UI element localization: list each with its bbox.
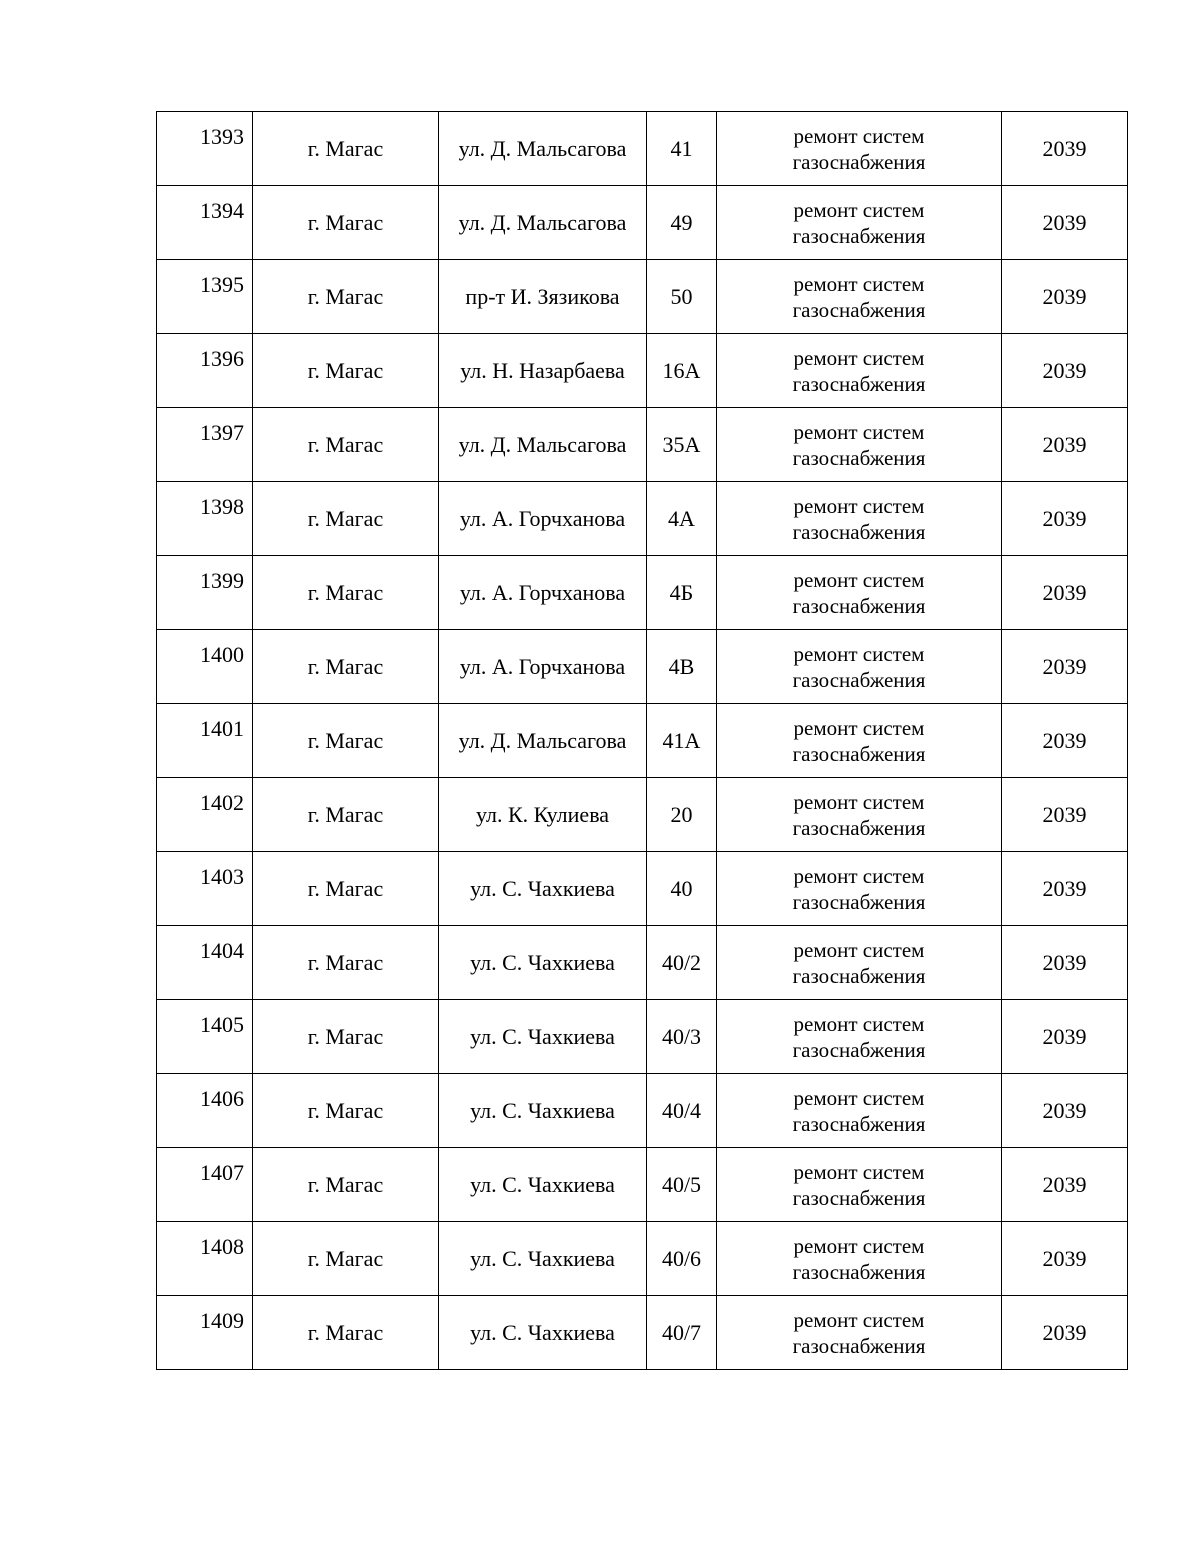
work-type-cell bbox=[717, 1296, 1002, 1370]
table-row bbox=[157, 1148, 1128, 1222]
year-cell: 2039 bbox=[1002, 1074, 1128, 1148]
year-cell: 2039 bbox=[1002, 1148, 1128, 1222]
city-cell: г. Магас bbox=[253, 482, 439, 556]
year-cell: 2039 bbox=[1002, 852, 1128, 926]
table-row bbox=[157, 1000, 1128, 1074]
work-type-line: ремонт систем bbox=[793, 197, 925, 222]
city-cell: г. Магас bbox=[253, 1000, 439, 1074]
work-type-cell bbox=[717, 112, 1002, 186]
table-row bbox=[157, 630, 1128, 704]
table-row bbox=[157, 1296, 1128, 1370]
work-type-line: ремонт систем bbox=[793, 345, 925, 370]
work-type-cell bbox=[717, 556, 1002, 630]
street-cell: ул. С. Чахкиева bbox=[439, 1148, 647, 1222]
address-table-body bbox=[157, 112, 1128, 1370]
work-type-line: газоснабжения bbox=[792, 963, 926, 988]
work-type-line: ремонт систем bbox=[793, 1307, 925, 1332]
work-type-line: ремонт систем bbox=[793, 1159, 925, 1184]
row-number: 1408 bbox=[157, 1222, 253, 1296]
house-cell: 40/4 bbox=[647, 1074, 717, 1148]
work-type-line: газоснабжения bbox=[792, 667, 926, 692]
work-type-cell bbox=[717, 852, 1002, 926]
year-cell: 2039 bbox=[1002, 482, 1128, 556]
house-cell: 40/5 bbox=[647, 1148, 717, 1222]
street-cell: ул. С. Чахкиева bbox=[439, 1074, 647, 1148]
house-cell: 50 bbox=[647, 260, 717, 334]
city-cell: г. Магас bbox=[253, 408, 439, 482]
house-cell: 20 bbox=[647, 778, 717, 852]
street-cell: ул. С. Чахкиева bbox=[439, 852, 647, 926]
work-type-cell bbox=[717, 1222, 1002, 1296]
street-cell: ул. С. Чахкиева bbox=[439, 1222, 647, 1296]
work-type-line: ремонт систем bbox=[793, 863, 925, 888]
work-type-line: ремонт систем bbox=[793, 493, 925, 518]
work-type-line: газоснабжения bbox=[792, 1259, 926, 1284]
work-type-line: газоснабжения bbox=[792, 593, 926, 618]
house-cell: 4Б bbox=[647, 556, 717, 630]
table-row bbox=[157, 1074, 1128, 1148]
work-type-line: газоснабжения bbox=[792, 741, 926, 766]
city-cell: г. Магас bbox=[253, 852, 439, 926]
city-cell: г. Магас bbox=[253, 926, 439, 1000]
year-cell: 2039 bbox=[1002, 926, 1128, 1000]
street-cell: ул. С. Чахкиева bbox=[439, 1000, 647, 1074]
city-cell: г. Магас bbox=[253, 186, 439, 260]
year-cell: 2039 bbox=[1002, 778, 1128, 852]
house-cell: 40/7 bbox=[647, 1296, 717, 1370]
street-cell: ул. А. Горчханова bbox=[439, 630, 647, 704]
work-type-line: газоснабжения bbox=[792, 889, 926, 914]
row-number: 1401 bbox=[157, 704, 253, 778]
work-type-cell bbox=[717, 482, 1002, 556]
row-number: 1403 bbox=[157, 852, 253, 926]
work-type-cell bbox=[717, 1074, 1002, 1148]
work-type-line: газоснабжения bbox=[792, 1185, 926, 1210]
city-cell: г. Магас bbox=[253, 334, 439, 408]
row-number: 1394 bbox=[157, 186, 253, 260]
house-cell: 4А bbox=[647, 482, 717, 556]
work-type-line: газоснабжения bbox=[792, 297, 926, 322]
house-cell: 40/6 bbox=[647, 1222, 717, 1296]
work-type-line: газоснабжения bbox=[792, 1111, 926, 1136]
address-table bbox=[156, 111, 1128, 1370]
work-type-line: ремонт систем bbox=[793, 123, 925, 148]
work-type-line: газоснабжения bbox=[792, 223, 926, 248]
house-cell: 16А bbox=[647, 334, 717, 408]
table-row bbox=[157, 186, 1128, 260]
street-cell: ул. Д. Мальсагова bbox=[439, 704, 647, 778]
house-cell: 49 bbox=[647, 186, 717, 260]
work-type-cell bbox=[717, 1148, 1002, 1222]
table-row bbox=[157, 852, 1128, 926]
table-row bbox=[157, 778, 1128, 852]
street-cell: ул. А. Горчханова bbox=[439, 482, 647, 556]
work-type-line: газоснабжения bbox=[792, 445, 926, 470]
work-type-line: ремонт систем bbox=[793, 937, 925, 962]
year-cell: 2039 bbox=[1002, 186, 1128, 260]
work-type-cell bbox=[717, 926, 1002, 1000]
work-type-cell bbox=[717, 704, 1002, 778]
work-type-line: ремонт систем bbox=[793, 641, 925, 666]
year-cell: 2039 bbox=[1002, 112, 1128, 186]
work-type-line: газоснабжения bbox=[792, 1333, 926, 1358]
house-cell: 41А bbox=[647, 704, 717, 778]
work-type-cell bbox=[717, 334, 1002, 408]
row-number: 1404 bbox=[157, 926, 253, 1000]
city-cell: г. Магас bbox=[253, 1074, 439, 1148]
row-number: 1399 bbox=[157, 556, 253, 630]
street-cell: ул. С. Чахкиева bbox=[439, 926, 647, 1000]
row-number: 1405 bbox=[157, 1000, 253, 1074]
street-cell: ул. Д. Мальсагова bbox=[439, 186, 647, 260]
table-row bbox=[157, 112, 1128, 186]
row-number: 1406 bbox=[157, 1074, 253, 1148]
year-cell: 2039 bbox=[1002, 260, 1128, 334]
city-cell: г. Магас bbox=[253, 778, 439, 852]
city-cell: г. Магас bbox=[253, 1296, 439, 1370]
work-type-line: ремонт систем bbox=[793, 419, 925, 444]
work-type-line: газоснабжения bbox=[792, 519, 926, 544]
work-type-line: газоснабжения bbox=[792, 815, 926, 840]
city-cell: г. Магас bbox=[253, 112, 439, 186]
house-cell: 4В bbox=[647, 630, 717, 704]
year-cell: 2039 bbox=[1002, 334, 1128, 408]
house-cell: 40/2 bbox=[647, 926, 717, 1000]
work-type-line: газоснабжения bbox=[792, 1037, 926, 1062]
table-row bbox=[157, 260, 1128, 334]
year-cell: 2039 bbox=[1002, 704, 1128, 778]
work-type-cell bbox=[717, 186, 1002, 260]
city-cell: г. Магас bbox=[253, 1148, 439, 1222]
row-number: 1402 bbox=[157, 778, 253, 852]
work-type-line: ремонт систем bbox=[793, 1085, 925, 1110]
row-number: 1395 bbox=[157, 260, 253, 334]
work-type-cell bbox=[717, 1000, 1002, 1074]
city-cell: г. Магас bbox=[253, 704, 439, 778]
table-row bbox=[157, 408, 1128, 482]
street-cell: ул. А. Горчханова bbox=[439, 556, 647, 630]
work-type-cell bbox=[717, 260, 1002, 334]
house-cell: 41 bbox=[647, 112, 717, 186]
table-row bbox=[157, 704, 1128, 778]
row-number: 1407 bbox=[157, 1148, 253, 1222]
row-number: 1409 bbox=[157, 1296, 253, 1370]
street-cell: пр-т И. Зязикова bbox=[439, 260, 647, 334]
work-type-line: ремонт систем bbox=[793, 271, 925, 296]
city-cell: г. Магас bbox=[253, 1222, 439, 1296]
row-number: 1393 bbox=[157, 112, 253, 186]
year-cell: 2039 bbox=[1002, 408, 1128, 482]
table-row bbox=[157, 1222, 1128, 1296]
work-type-cell bbox=[717, 630, 1002, 704]
row-number: 1400 bbox=[157, 630, 253, 704]
row-number: 1398 bbox=[157, 482, 253, 556]
row-number: 1397 bbox=[157, 408, 253, 482]
work-type-line: газоснабжения bbox=[792, 371, 926, 396]
work-type-line: ремонт систем bbox=[793, 789, 925, 814]
city-cell: г. Магас bbox=[253, 260, 439, 334]
work-type-line: газоснабжения bbox=[792, 149, 926, 174]
year-cell: 2039 bbox=[1002, 1000, 1128, 1074]
row-number: 1396 bbox=[157, 334, 253, 408]
year-cell: 2039 bbox=[1002, 630, 1128, 704]
street-cell: ул. С. Чахкиева bbox=[439, 1296, 647, 1370]
year-cell: 2039 bbox=[1002, 556, 1128, 630]
street-cell: ул. К. Кулиева bbox=[439, 778, 647, 852]
work-type-cell bbox=[717, 778, 1002, 852]
table-row bbox=[157, 482, 1128, 556]
year-cell: 2039 bbox=[1002, 1222, 1128, 1296]
street-cell: ул. Н. Назарбаева bbox=[439, 334, 647, 408]
table-row bbox=[157, 556, 1128, 630]
table-row bbox=[157, 926, 1128, 1000]
house-cell: 40 bbox=[647, 852, 717, 926]
street-cell: ул. Д. Мальсагова bbox=[439, 112, 647, 186]
work-type-line: ремонт систем bbox=[793, 1011, 925, 1036]
table-row bbox=[157, 334, 1128, 408]
year-cell: 2039 bbox=[1002, 1296, 1128, 1370]
work-type-line: ремонт систем bbox=[793, 1233, 925, 1258]
work-type-line: ремонт систем bbox=[793, 567, 925, 592]
work-type-line: ремонт систем bbox=[793, 715, 925, 740]
house-cell: 40/3 bbox=[647, 1000, 717, 1074]
city-cell: г. Магас bbox=[253, 630, 439, 704]
street-cell: ул. Д. Мальсагова bbox=[439, 408, 647, 482]
city-cell: г. Магас bbox=[253, 556, 439, 630]
work-type-cell bbox=[717, 408, 1002, 482]
house-cell: 35А bbox=[647, 408, 717, 482]
